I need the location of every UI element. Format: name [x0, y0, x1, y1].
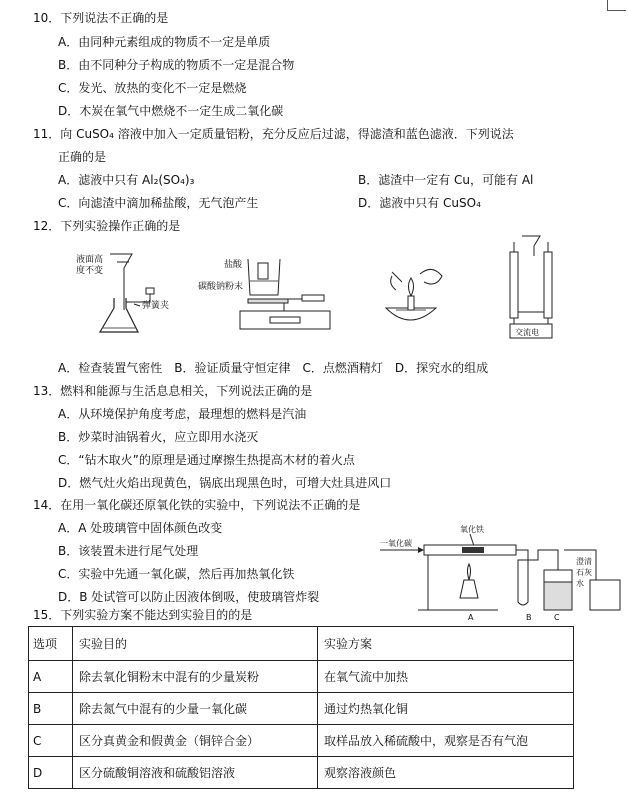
header-option: 选项	[29, 627, 73, 661]
q10-stem: 10．下列说法不正确的是	[33, 11, 169, 25]
page-corner-mark	[607, 0, 626, 11]
fig-a-label-3: 弹簧夹	[142, 301, 170, 311]
q14-option-b: B．该装置未进行尾气处理	[58, 544, 199, 558]
row-c-option: C	[29, 725, 73, 757]
q13-option-a: A．从环境保护角度考虑，最理想的燃料是汽油	[58, 407, 307, 421]
q11-option-a: A．滤液中只有 Al₂(SO₄)₃	[58, 173, 195, 187]
fig-q14-lime-3: 水	[576, 579, 584, 588]
header-purpose: 实验目的	[73, 627, 318, 661]
row-b-option: B	[29, 693, 73, 725]
figure-airtightness	[70, 248, 180, 343]
row-b-plan: 通过灼热氧化铜	[318, 693, 574, 725]
q14-option-c: C．实验中先通一氧化碳，然后再加热氧化铁	[58, 567, 295, 581]
q11-stem: 11．向 CuSO₄ 溶液中加入一定质量铝粉，充分反应后过滤，得滤渣和蓝色滤液．下列说法	[33, 127, 514, 141]
fig-q14-label-b: B	[526, 613, 532, 620]
fig-b-label-1: 盐酸	[224, 260, 243, 270]
q10-option-d: D．木炭在氧气中燃烧不一定生成二氧化碳	[58, 104, 284, 118]
q11-option-c: C．向滤渣中滴加稀盐酸，无气泡产生	[58, 196, 259, 210]
row-b-purpose: 除去氮气中混有的少量一氧化碳	[73, 693, 318, 725]
fig-q14-co-label: 一氧化碳	[380, 539, 412, 548]
row-c-plan: 取样品放入稀硫酸中，观察是否有气泡	[318, 725, 574, 757]
row-d-purpose: 区分硫酸铜溶液和硫酸铝溶液	[73, 757, 318, 789]
q13-stem: 13．燃料和能源与生活息息相关，下列说法正确的是	[33, 384, 313, 398]
header-plan: 实验方案	[318, 627, 574, 661]
q10-option-a: A．由同种元素组成的物质不一定是单质	[58, 35, 271, 49]
fig-q14-lime-2: 石灰	[576, 568, 592, 577]
q14-stem: 14．在用一氧化碳还原氧化铁的实验中，下列说法不正确的是	[33, 498, 361, 512]
q14-option-d: D．B 处试管可以防止因液体倒吸，使玻璃管炸裂	[58, 590, 320, 604]
row-d-plan: 观察溶液颜色	[318, 757, 574, 789]
q15-stem: 15．下列实验方案不能达到实验目的的是	[33, 608, 253, 622]
fig-a-label-1: 液面高	[76, 255, 104, 265]
q14-option-a: A．A 处玻璃管中固体颜色改变	[58, 521, 223, 535]
q15-table	[28, 626, 574, 789]
row-a-purpose: 除去氧化铜粉末中混有的少量炭粉	[73, 661, 318, 693]
q10-option-c: C．发光、放热的变化不一定是燃烧	[58, 81, 247, 95]
row-a-option: A	[29, 661, 73, 693]
figure-alcohol-lamp	[380, 262, 450, 337]
figure-co-reduction	[378, 520, 626, 620]
row-d-option: D	[29, 757, 73, 789]
table-row	[29, 693, 574, 725]
fig-b-label-2: 碳酸钠粉末	[198, 282, 244, 292]
q10-option-b: B．由不同种分子构成的物质不一定是混合物	[58, 58, 295, 72]
q13-option-b: B．炒菜时油锅着火，应立即用水浇灭	[58, 430, 259, 444]
row-a-plan: 在氧气流中加热	[318, 661, 574, 693]
fig-d-label: 交流电	[515, 328, 539, 337]
q13-option-d: D．燃气灶火焰出现黄色，锅底出现黑色时，可增大灶具进风口	[58, 476, 392, 490]
table-row	[29, 757, 574, 789]
table-row	[29, 661, 574, 693]
table-header-row	[29, 627, 574, 661]
q11-stem-cont: 正确的是	[58, 150, 107, 164]
q12-options: A．检查装置气密性 B．验证质量守恒定律 C．点燃酒精灯 D．探究水的组成	[58, 361, 489, 375]
q11-option-d: D．滤液中只有 CuSO₄	[358, 196, 481, 210]
row-c-purpose: 区分真黄金和假黄金（铜锌合金）	[73, 725, 318, 757]
q13-option-c: C．“钻木取火”的原理是通过摩擦生热提高木材的着火点	[58, 453, 355, 467]
fig-q14-lime-1: 澄清	[576, 557, 592, 566]
fig-q14-label-a: A	[468, 613, 474, 620]
fig-q14-fe-label: 氧化铁	[460, 525, 484, 534]
figure-electrolysis	[496, 232, 566, 344]
figure-balance	[190, 255, 340, 337]
q11-option-b: B．滤渣中一定有 Cu，可能有 Al	[358, 173, 534, 187]
fig-q14-label-c: C	[554, 613, 560, 620]
table-row	[29, 725, 574, 757]
fig-a-label-2: 度不变	[76, 266, 104, 276]
q12-stem: 12．下列实验操作正确的是	[33, 219, 181, 233]
